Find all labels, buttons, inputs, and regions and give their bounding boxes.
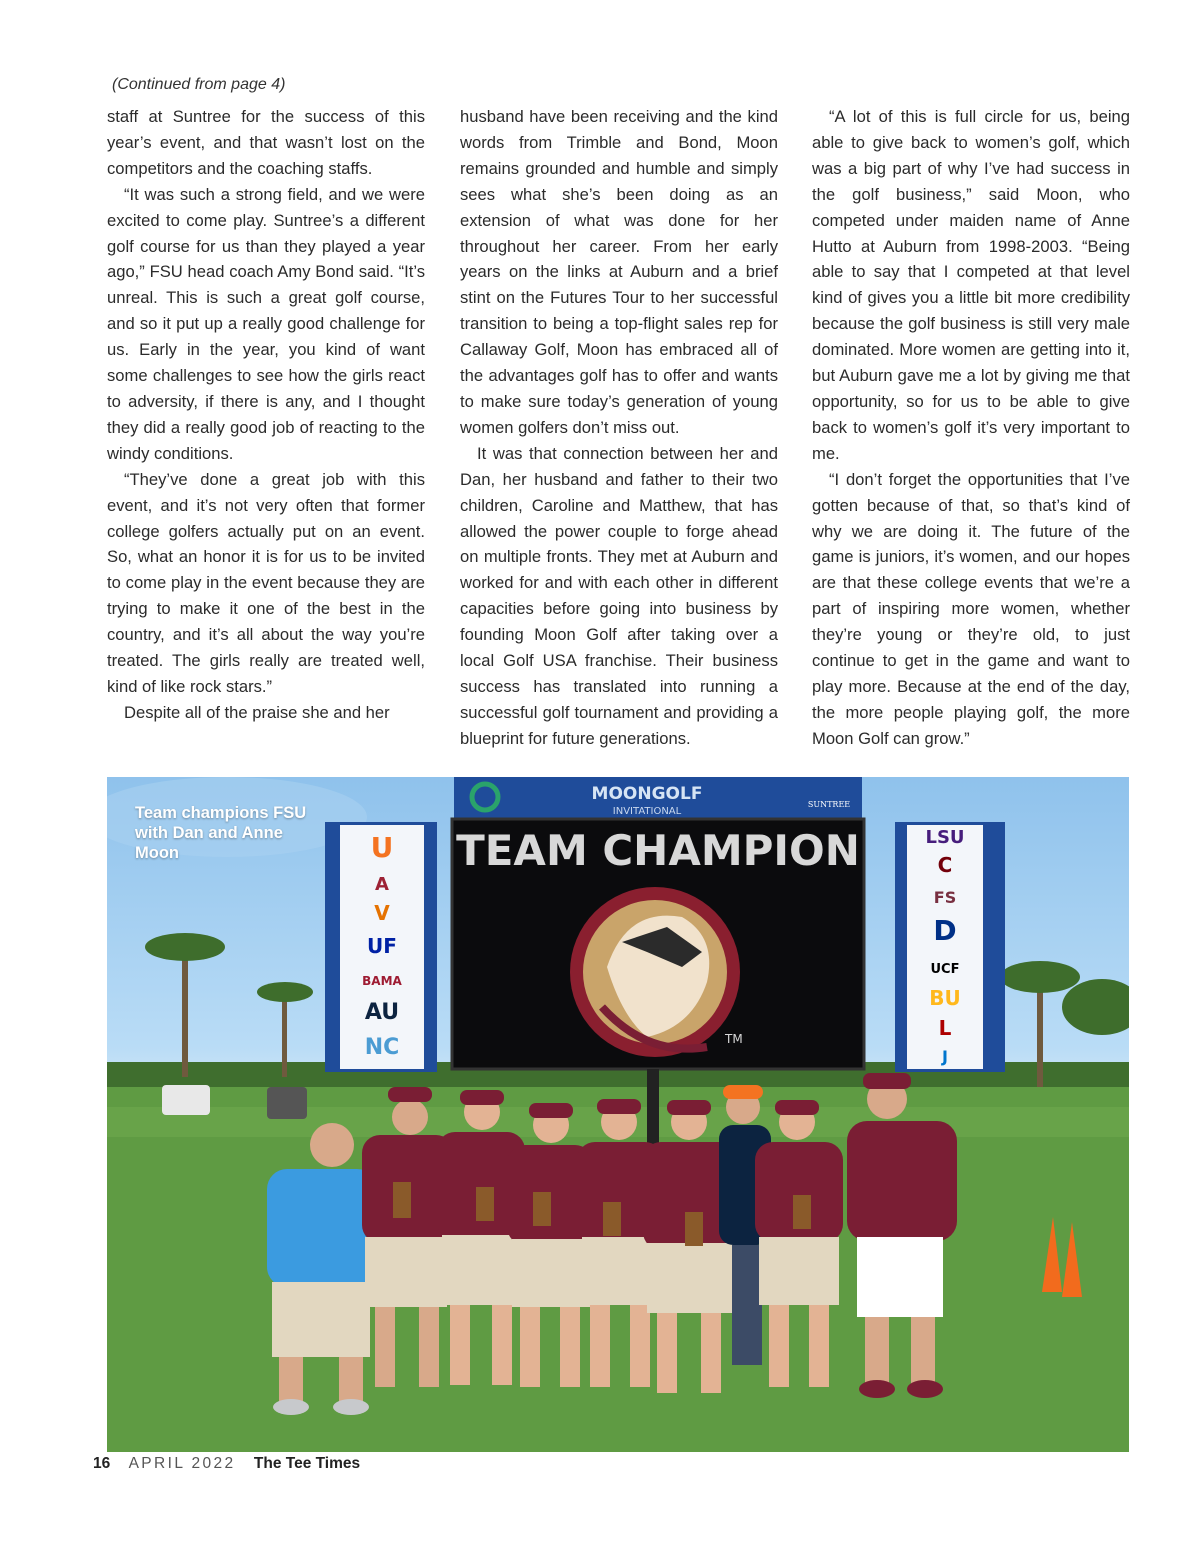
continued-note: (Continued from page 4) (112, 76, 286, 93)
team-logo: UCF (930, 962, 960, 977)
team-photo-illustration (107, 777, 1129, 1452)
suntree-logo: SUNTREE (807, 800, 851, 809)
board-header-text: MOONGOLF (591, 784, 703, 804)
page-number: 16 (93, 1455, 111, 1472)
paragraph: husband have been receiving and the kind words from Trimble and Bond, Moon remains grounded and humble and simply sees what she’s been doing as an extension of what was done for her throughout her career. From her early years on the links at Auburn and a brief stint on the Futures Tour to her successful transition to being a top-flight sales rep for Callaway Golf, Moon has embraced all of the advantages golf has to offer and wants to make sure today’s generation of young women golfers don’t miss out. (460, 107, 778, 437)
board-subheader-text: INVITATIONAL (612, 806, 682, 817)
team-logo: A (375, 874, 389, 895)
team-logo: FS (933, 888, 957, 907)
team-logo: V (374, 901, 390, 925)
paragraph: “They’ve done a great job with this event, and it’s not very often that former college golfers actually put on an event. So, what an honor it is for us to be invited to come play in the event because they are trying to make it one of the best in the country, and it’s all about the way you’re treated. The girls really are treated well, kind of like rock stars.” (107, 469, 425, 696)
article-column-3 (812, 104, 1130, 752)
team-logo: BAMA (362, 974, 402, 988)
photo-caption: Team champions FSU with Dan and Anne Moon (135, 804, 307, 862)
paragraph: “I don’t forget the opportunities that I’ve gotten because of that, so that’s kind of why we are doing it. The future of the game is juniors, it’s women, and our hopes are that these college events that we’re a part of inspiring more women, whether they’re young or they’re old, to just continue to get in the game and want to play more. Because at the end of the day, the more people playing golf, the more Moon Golf can grow.” (812, 469, 1130, 748)
team-logo: NC (364, 1035, 400, 1060)
paragraph: “It was such a strong field, and we were excited to come play. Suntree’s a different golf course for us than they played a year ago,” FSU head coach Amy Bond said. “It’s unreal. This is such a great golf course, and so it put up a really good challenge for us. Early in the year, you kind of want some challenges to see how the girls react to adversity, if there is any, and I thought they did a really good job of reacting to the windy conditions. (107, 184, 425, 463)
team-logo: C (937, 853, 953, 877)
team-logo: D (933, 914, 957, 947)
seminole-logo-icon (570, 887, 740, 1057)
team-champion-text: TEAM CHAMPION (456, 826, 860, 875)
article-column-1 (107, 104, 425, 726)
publication-name: The Tee Times (253, 1455, 361, 1472)
team-logo: LSU (925, 827, 965, 848)
team-logo: AU (364, 1000, 400, 1025)
issue-date: APRIL 2022 (128, 1455, 236, 1472)
paragraph: staff at Suntree for the success of this year’s event, and that wasn’t lost on the competitors and the coaching staffs. (107, 107, 425, 178)
paragraph: “A lot of this is full circle for us, being able to give back to women’s golf, which was a big part of why I’ve had success in the golf business,” said Moon, who competed under maiden name of Anne Hutto at Auburn from 1998-2003. “Being able to say that I competed at that level kind of gives you a little bit more credibility because the golf business is still very male dominated. More women are getting into it, but Auburn gave me a lot by giving me that opportunity, so for us to be able to give back to women’s golf it’s very important to me. (812, 107, 1130, 463)
team-photo (107, 777, 1129, 1452)
team-logo: BU (929, 986, 961, 1010)
trademark-mark: TM (725, 1032, 743, 1046)
team-logo: J (942, 1047, 948, 1066)
page-footer (93, 1455, 360, 1473)
team-logo: L (938, 1016, 952, 1040)
paragraph: Despite all of the praise she and her (124, 702, 390, 722)
paragraph: It was that connection between her and Dan, her husband and father to their two children, Caroline and Matthew, that has allowed the power couple to forge ahead on multiple fronts. They met at Auburn and worked for and with each other in different capacities before going into business by founding Moon Golf after taking over a local Golf USA franchise. Their business success has translated into running a successful golf tournament and providing a blueprint for future generations. (460, 443, 778, 748)
team-logo: U (370, 831, 394, 864)
team-logo: UF (367, 934, 397, 958)
article-column-2 (460, 104, 778, 752)
